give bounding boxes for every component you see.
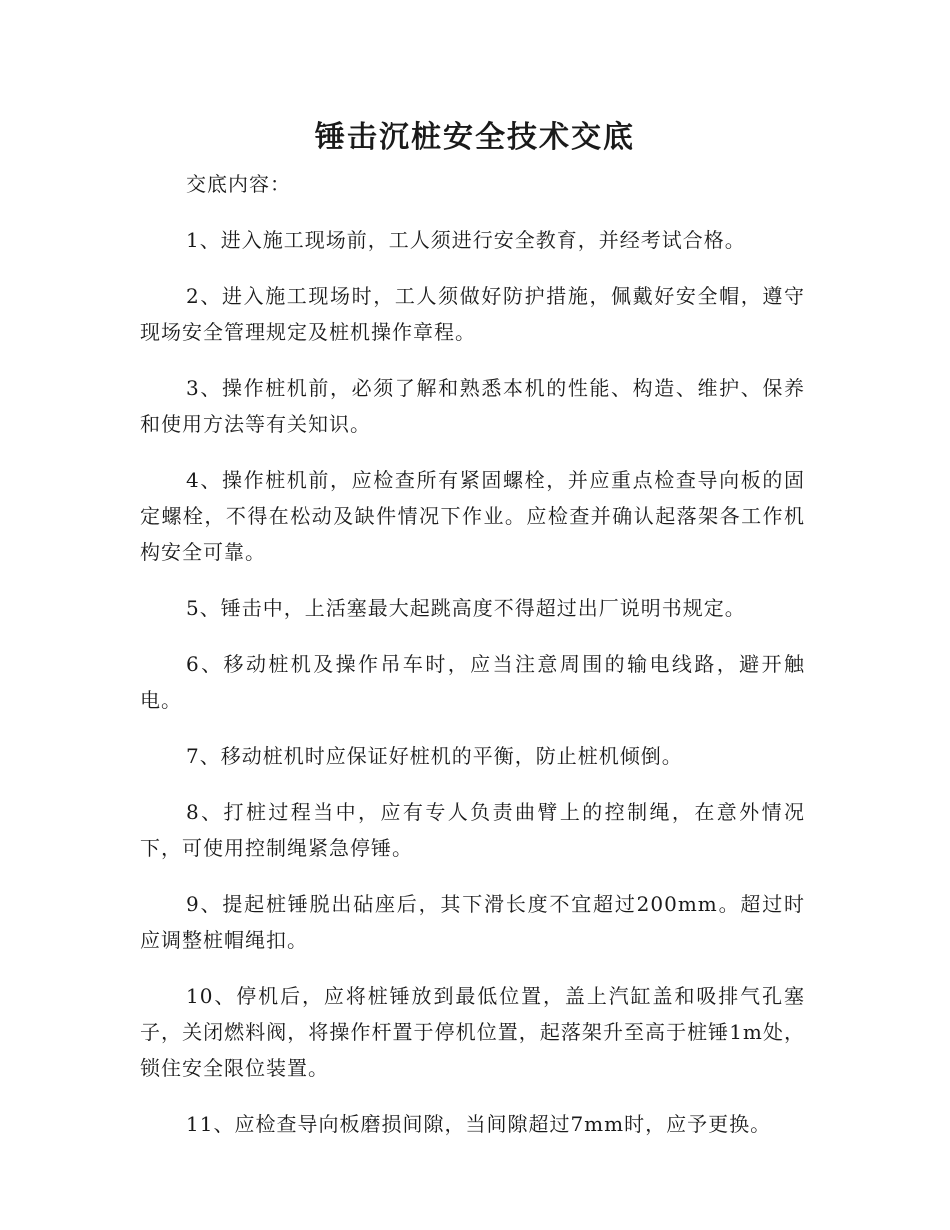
item-paragraph-11: 11、应检查导向板磨损间隙，当间隙超过7mm时，应予更换。 — [186, 1112, 772, 1136]
item-paragraph-6: 6、移动桩机及操作吊车时，应当注意周围的输电线路，避开触电。 — [140, 652, 805, 712]
item-paragraph-5: 5、锤击中，上活塞最大起跳高度不得超过出厂说明书规定。 — [186, 596, 746, 620]
item-paragraph-4: 4、操作桩机前，应检查所有紧固螺栓，并应重点检查导向板的固定螺栓，不得在松动及缺件情况下作业。应检查并确认起落架各工作机构安全可靠。 — [140, 468, 805, 564]
item-paragraph-8: 8、打桩过程当中，应有专人负责曲臂上的控制绳，在意外情况下，可使用控制绳紧急停锤。 — [140, 800, 805, 860]
document-title: 锤击沉桩安全技术交底 — [315, 120, 635, 155]
item-paragraph-7: 7、移动桩机时应保证好桩机的平衡，防止桩机倾倒。 — [186, 744, 683, 768]
item-paragraph-1: 1、进入施工现场前，工人须进行安全教育，并经考试合格。 — [186, 228, 746, 252]
item-paragraph-9: 9、提起桩锤脱出砧座后，其下滑长度不宜超过200mm。超过时应调整桩帽绳扣。 — [140, 892, 805, 952]
item-paragraph-3: 3、操作桩机前，必须了解和熟悉本机的性能、构造、维护、保养和使用方法等有关知识。 — [140, 376, 805, 436]
document-body — [140, 166, 805, 1162]
intro-paragraph: 交底内容： — [186, 172, 291, 196]
item-paragraph-2: 2、进入施工现场时，工人须做好防护措施，佩戴好安全帽，遵守现场安全管理规定及桩机操作章程。 — [140, 284, 805, 344]
item-paragraph-10: 10、停机后，应将桩锤放到最低位置，盖上汽缸盖和吸排气孔塞子，关闭燃料阀，将操作杆置于停机位置，起落架升至高于桩锤1m处，锁住安全限位装置。 — [140, 984, 805, 1080]
